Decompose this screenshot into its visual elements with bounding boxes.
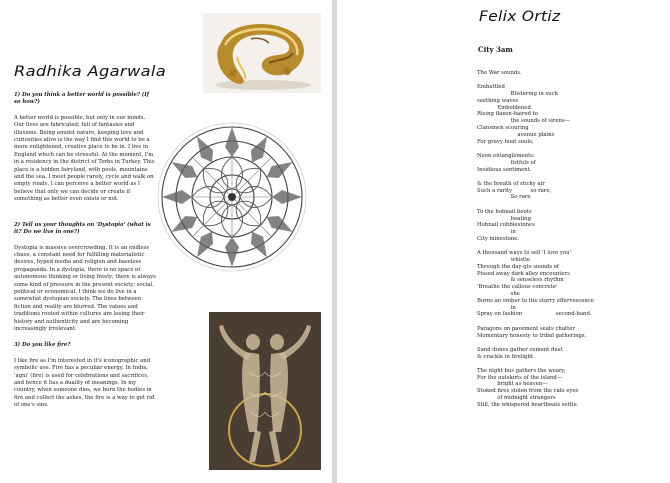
poem-title: City 3am <box>478 45 513 54</box>
poem-line: the sounds of sirens— <box>477 118 570 125</box>
poem <box>477 70 667 416</box>
interview-block <box>14 92 156 204</box>
stanza <box>477 84 667 145</box>
answer-1 <box>14 115 156 204</box>
poem-line: whistle <box>477 257 530 264</box>
author-name-right: Felix Ortiz <box>479 9 561 25</box>
stanza <box>477 347 667 361</box>
poem-line: City minestone. <box>477 235 520 242</box>
poem-line: & crackle in firelight. <box>477 353 535 360</box>
poem-line: Pissed away dark alley encounters <box>477 270 570 277</box>
poem-line: So rare <box>477 194 531 201</box>
poem-line: of midnight strangers <box>477 395 556 402</box>
poem-line: Neon entanglements: <box>477 152 535 159</box>
poem-line: To the hobnail boots <box>477 208 532 215</box>
question-3: 3) Do you like fire? <box>14 342 71 349</box>
poem-line: Still, the whispered heartbeats settle. <box>477 401 579 408</box>
poem-line: Burns an ember to the starry effervescence <box>477 297 594 304</box>
stanza <box>477 250 667 318</box>
poem-line: Embattled <box>477 84 505 91</box>
poem-line: For the outskirts of the island— <box>477 374 563 381</box>
stanza <box>477 209 667 243</box>
poem-line: Such a rarity so rare, <box>477 187 552 194</box>
poem-line: avenue plains <box>477 131 555 138</box>
answer-paragraph: I like fire as I'm interested in it's iconographic and symbolic use. Fire has a peculiar energy. In India, 'agni' (fire) is used for celebrations and sacrifices, and hence it has a duality of meanings. In my country, when someone dies, we burn the bodies in fire and collect the ashes, the fire is a way to get rid of one's sins. <box>14 357 155 409</box>
answer-2 <box>14 245 156 334</box>
interview-block <box>14 222 156 334</box>
poem-line: she <box>477 291 520 298</box>
poem-line: Clansmen scouring <box>477 125 529 132</box>
left-page <box>0 0 332 483</box>
gold-sculpture-image <box>203 13 321 93</box>
answer-paragraph: A better world is possible, but only in our minds. Our lives are fabricated; full of fantasies and illusions. Being amidst nature, keeping love and curiosities alive is the way I find this world to be a more enlightened, creative place to be in. I live in England which can be stressful. At the moment, I'm in a residency in the district of Torbs in Turkey. This place is a hidden fairyland, with pools, mountains and the sea. I meet people rarely, cycle and walk on empty roads. I can perceive a better world as I believe that only we can decide or create if something as better even exists or not. <box>14 114 155 203</box>
poem-line: Blistering in such <box>477 91 558 98</box>
question-2: 2) Tell us your thoughts on 'Dystopia' (what is it? Do we live in one?) <box>14 221 151 236</box>
answer-3 <box>14 358 156 410</box>
answer-paragraph: Dystopia is massive overcrowding. It is an endless chaos, a constant need for fulfilling materialistic desires, hyped media and religion and baseless propaganda. In a dystopia, there is no space of autonomous thinking or living freely; there is always some kind of pressure in the present society; social, political or economical. I think we do live in a somewhat dystopian society. The lines between fiction and reality are blurred. The values and traditions rooted within cultures are losing their history and authenticity and are becoming increasingly irrelevant. <box>14 244 156 332</box>
poem-line: fistfuls of <box>477 159 536 166</box>
interview <box>14 92 156 419</box>
dancers-image <box>209 312 321 470</box>
poem-line: A thousand ways to sell 'I love you' <box>477 250 571 257</box>
poem-line: Hobnail cobblestones <box>477 222 535 229</box>
stanza <box>477 153 667 173</box>
right-page <box>337 0 670 483</box>
poem-line: & senseless rhythm <box>477 277 564 284</box>
poem-line: Paragons on pavement seats chatter <box>477 325 575 332</box>
poem-line: & the breath of sticky air <box>477 180 545 187</box>
poem-line: Momentary honesty to tribal gatherings. <box>477 332 587 339</box>
stanza <box>477 368 667 409</box>
poem-line: seething waves <box>477 97 519 104</box>
poem-line: For gravy boat souls; <box>477 138 534 145</box>
poem-line: Through the day-glo sounds of <box>477 263 559 270</box>
poem-line: Spray on fashion second-hand. <box>477 311 592 318</box>
poem-line: The night bus gathers the weary, <box>477 367 566 374</box>
poem-line: The War sounds. <box>477 70 522 76</box>
poem-line: in <box>477 229 516 236</box>
poem-line: in <box>477 304 516 311</box>
interview-block <box>14 342 156 409</box>
question-1: 1) Do you think a better world is possible? (If so how?) <box>14 92 150 106</box>
poem-line: Stoked fires stolen from the cats eyes <box>477 388 579 395</box>
stanza <box>477 70 667 77</box>
mandala-image <box>156 122 308 272</box>
poem-line: Sand dunes gather cement dust <box>477 346 563 353</box>
poem-line: Emboldened <box>477 104 531 111</box>
poem-line: beating <box>477 215 531 222</box>
stanza <box>477 326 667 340</box>
poem-line: Rising flaxen-haired to <box>477 111 538 118</box>
stanza <box>477 181 667 201</box>
poem-line: Insidious sentiment. <box>477 166 532 173</box>
author-name-left: Radhika Agarwala <box>14 64 167 80</box>
poem-line: bright as heaven— <box>477 381 548 388</box>
poem-line: 'Breathe the callous concrete' <box>477 284 558 291</box>
